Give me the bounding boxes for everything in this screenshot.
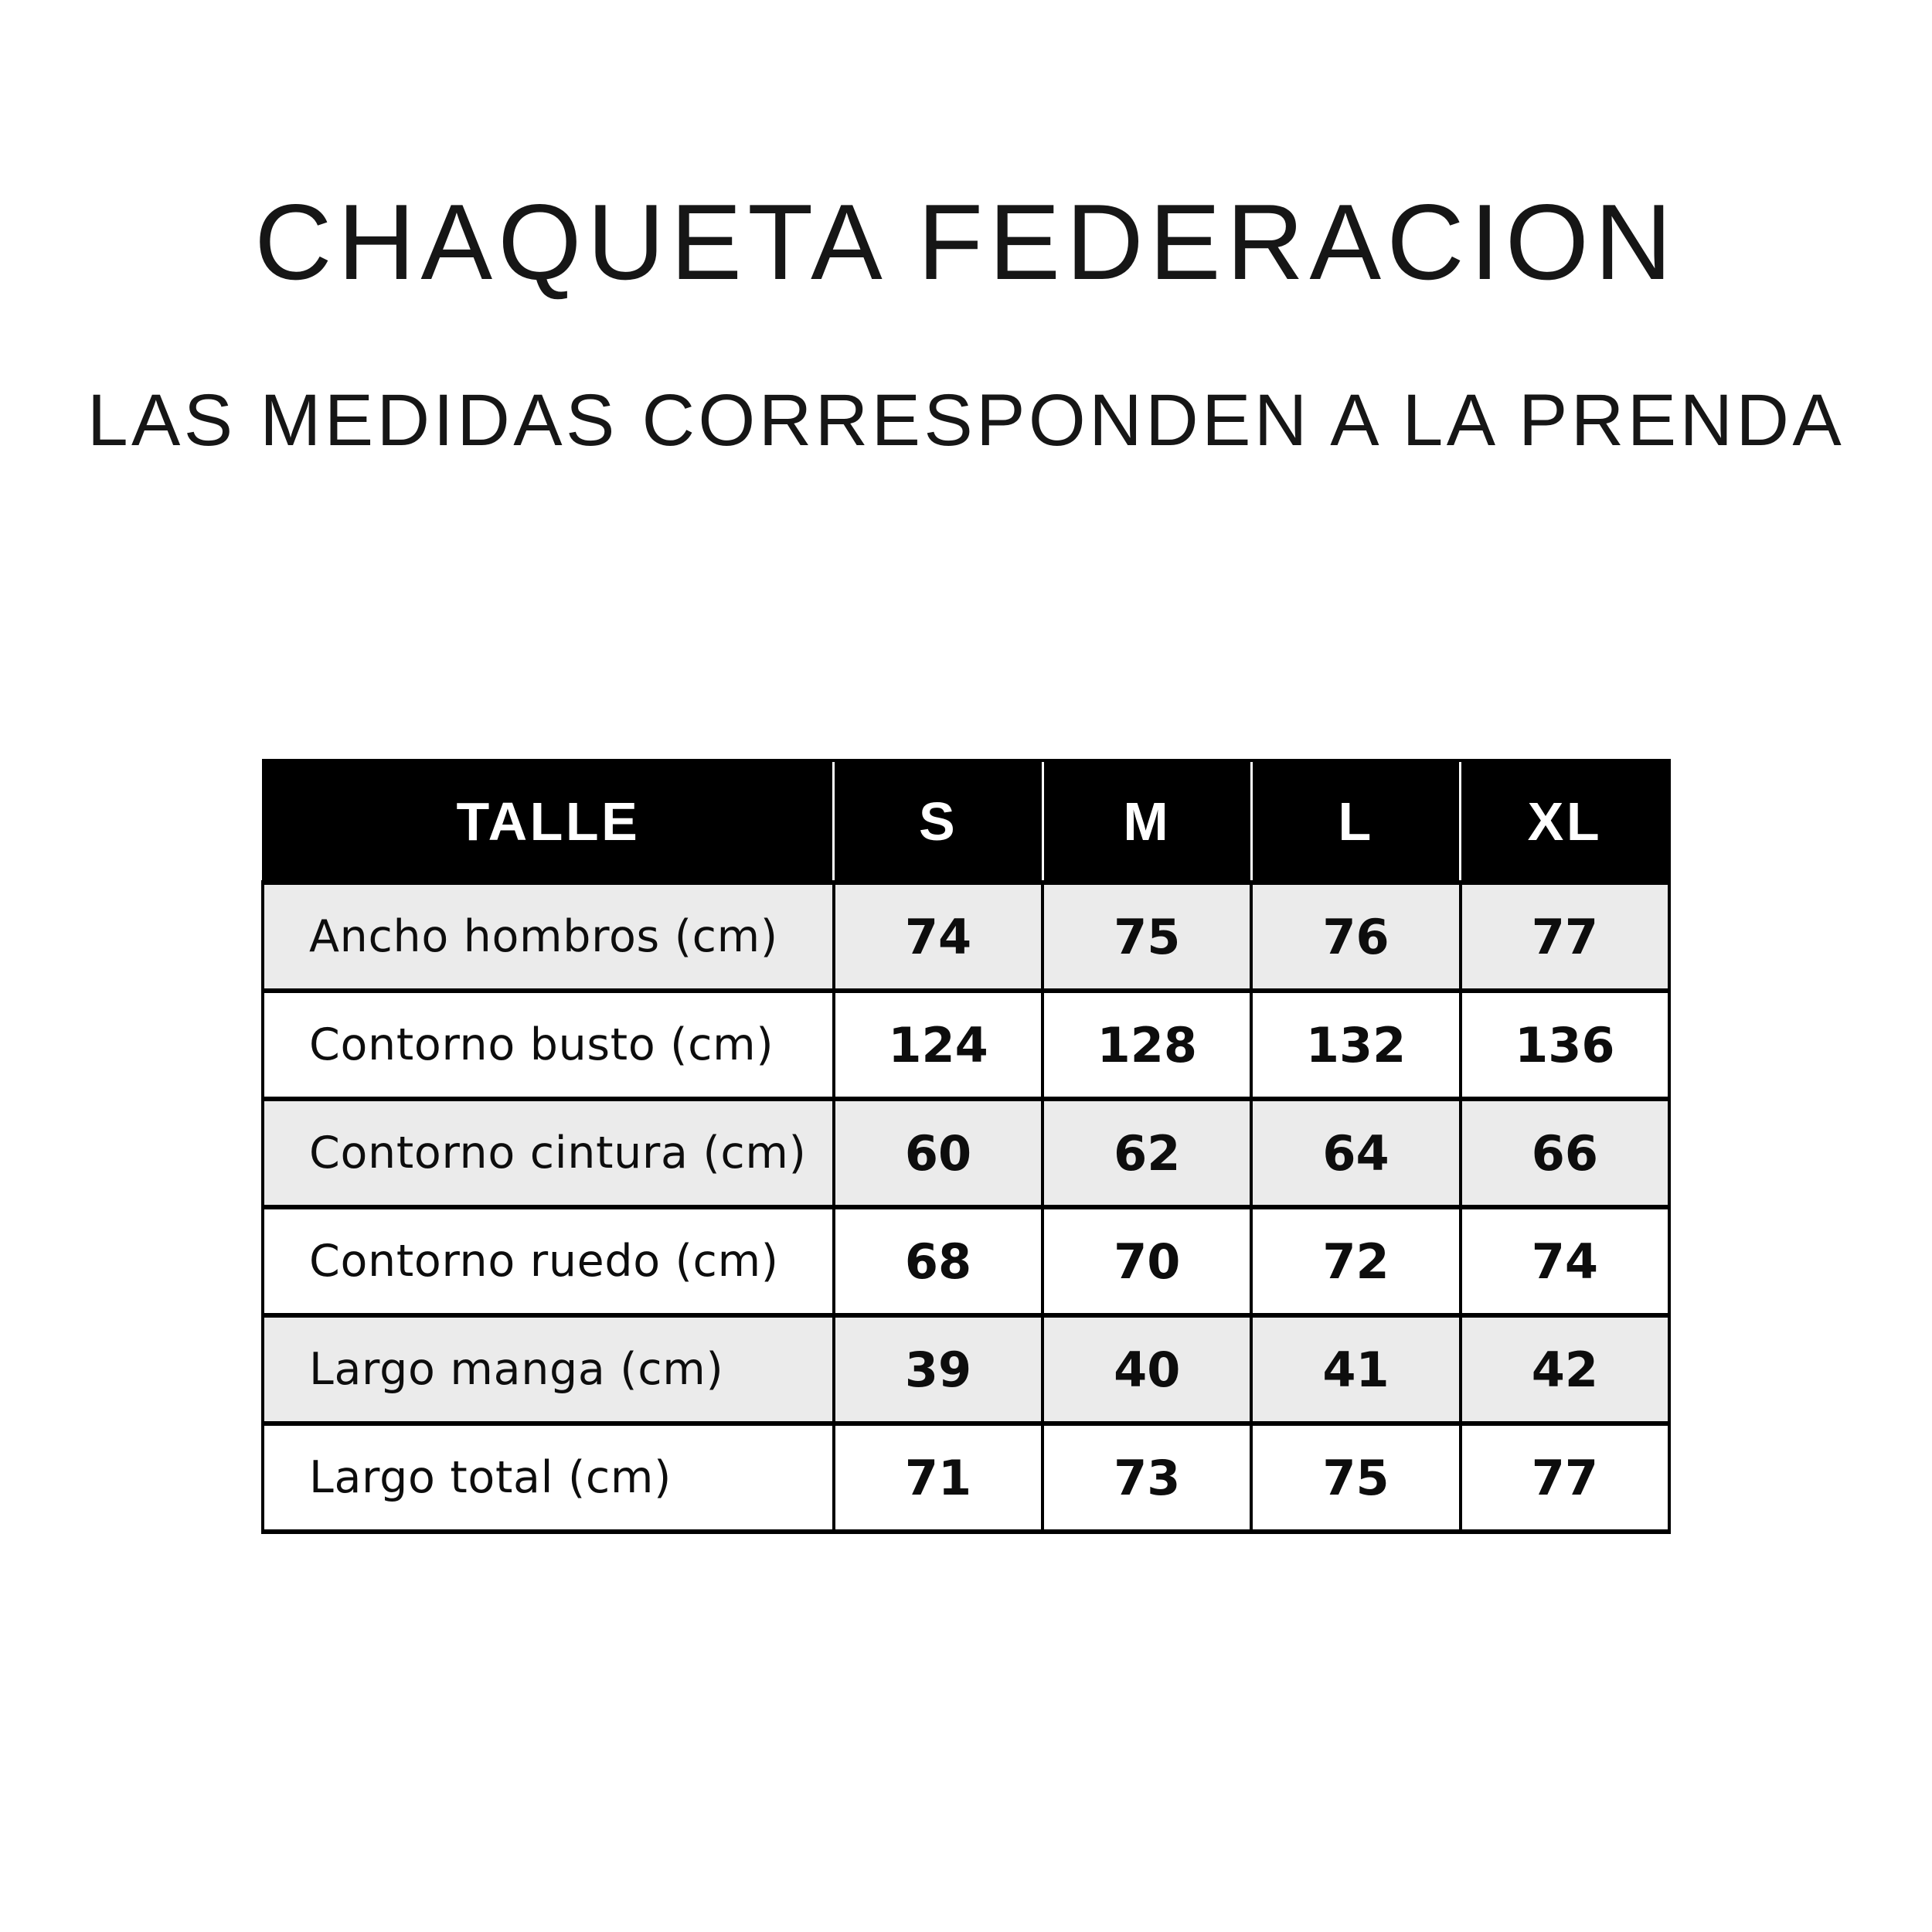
size-value: 40	[1043, 1315, 1251, 1423]
size-value: 64	[1251, 1099, 1460, 1207]
page-title: CHAQUETA FEDERACION	[254, 182, 1678, 302]
header-row	[263, 760, 1669, 883]
size-value: 77	[1461, 883, 1669, 991]
size-value: 74	[834, 883, 1043, 991]
size-value: 132	[1251, 991, 1460, 1099]
size-value: 73	[1043, 1423, 1251, 1532]
row-label: Ancho hombros (cm)	[263, 883, 834, 991]
header-cell-talle: TALLE	[263, 760, 834, 883]
size-value: 128	[1043, 991, 1251, 1099]
header-cell-size-xl: XL	[1461, 760, 1669, 883]
size-value: 77	[1461, 1423, 1669, 1532]
row-label: Contorno cintura (cm)	[263, 1099, 834, 1207]
size-value: 60	[834, 1099, 1043, 1207]
table-row-ancho-hombros	[263, 883, 1669, 991]
table-row-contorno-ruedo	[263, 1207, 1669, 1315]
size-value: 39	[834, 1315, 1043, 1423]
table-row-contorno-busto	[263, 991, 1669, 1099]
size-value: 76	[1251, 883, 1460, 991]
size-value: 71	[834, 1423, 1043, 1532]
row-label: Largo manga (cm)	[263, 1315, 834, 1423]
size-value: 66	[1461, 1099, 1669, 1207]
header-cell-size-m: M	[1043, 760, 1251, 883]
size-value: 62	[1043, 1099, 1251, 1207]
table-row-largo-total	[263, 1423, 1669, 1532]
size-value: 136	[1461, 991, 1669, 1099]
row-label: Largo total (cm)	[263, 1423, 834, 1532]
page-subtitle: LAS MEDIDAS CORRESPONDEN A LA PRENDA	[87, 379, 1845, 461]
size-table-header	[263, 760, 1669, 883]
row-label: Contorno ruedo (cm)	[263, 1207, 834, 1315]
size-value: 74	[1461, 1207, 1669, 1315]
size-value: 70	[1043, 1207, 1251, 1315]
table-row-largo-manga	[263, 1315, 1669, 1423]
header-cell-size-s: S	[834, 760, 1043, 883]
size-value: 75	[1043, 883, 1251, 991]
header-cell-size-l: L	[1251, 760, 1460, 883]
size-value: 75	[1251, 1423, 1460, 1532]
row-label: Contorno busto (cm)	[263, 991, 834, 1099]
size-value: 68	[834, 1207, 1043, 1315]
size-value: 72	[1251, 1207, 1460, 1315]
size-table	[261, 759, 1671, 1534]
size-value: 124	[834, 991, 1043, 1099]
size-value: 41	[1251, 1315, 1460, 1423]
table-row-contorno-cintura	[263, 1099, 1669, 1207]
size-value: 42	[1461, 1315, 1669, 1423]
